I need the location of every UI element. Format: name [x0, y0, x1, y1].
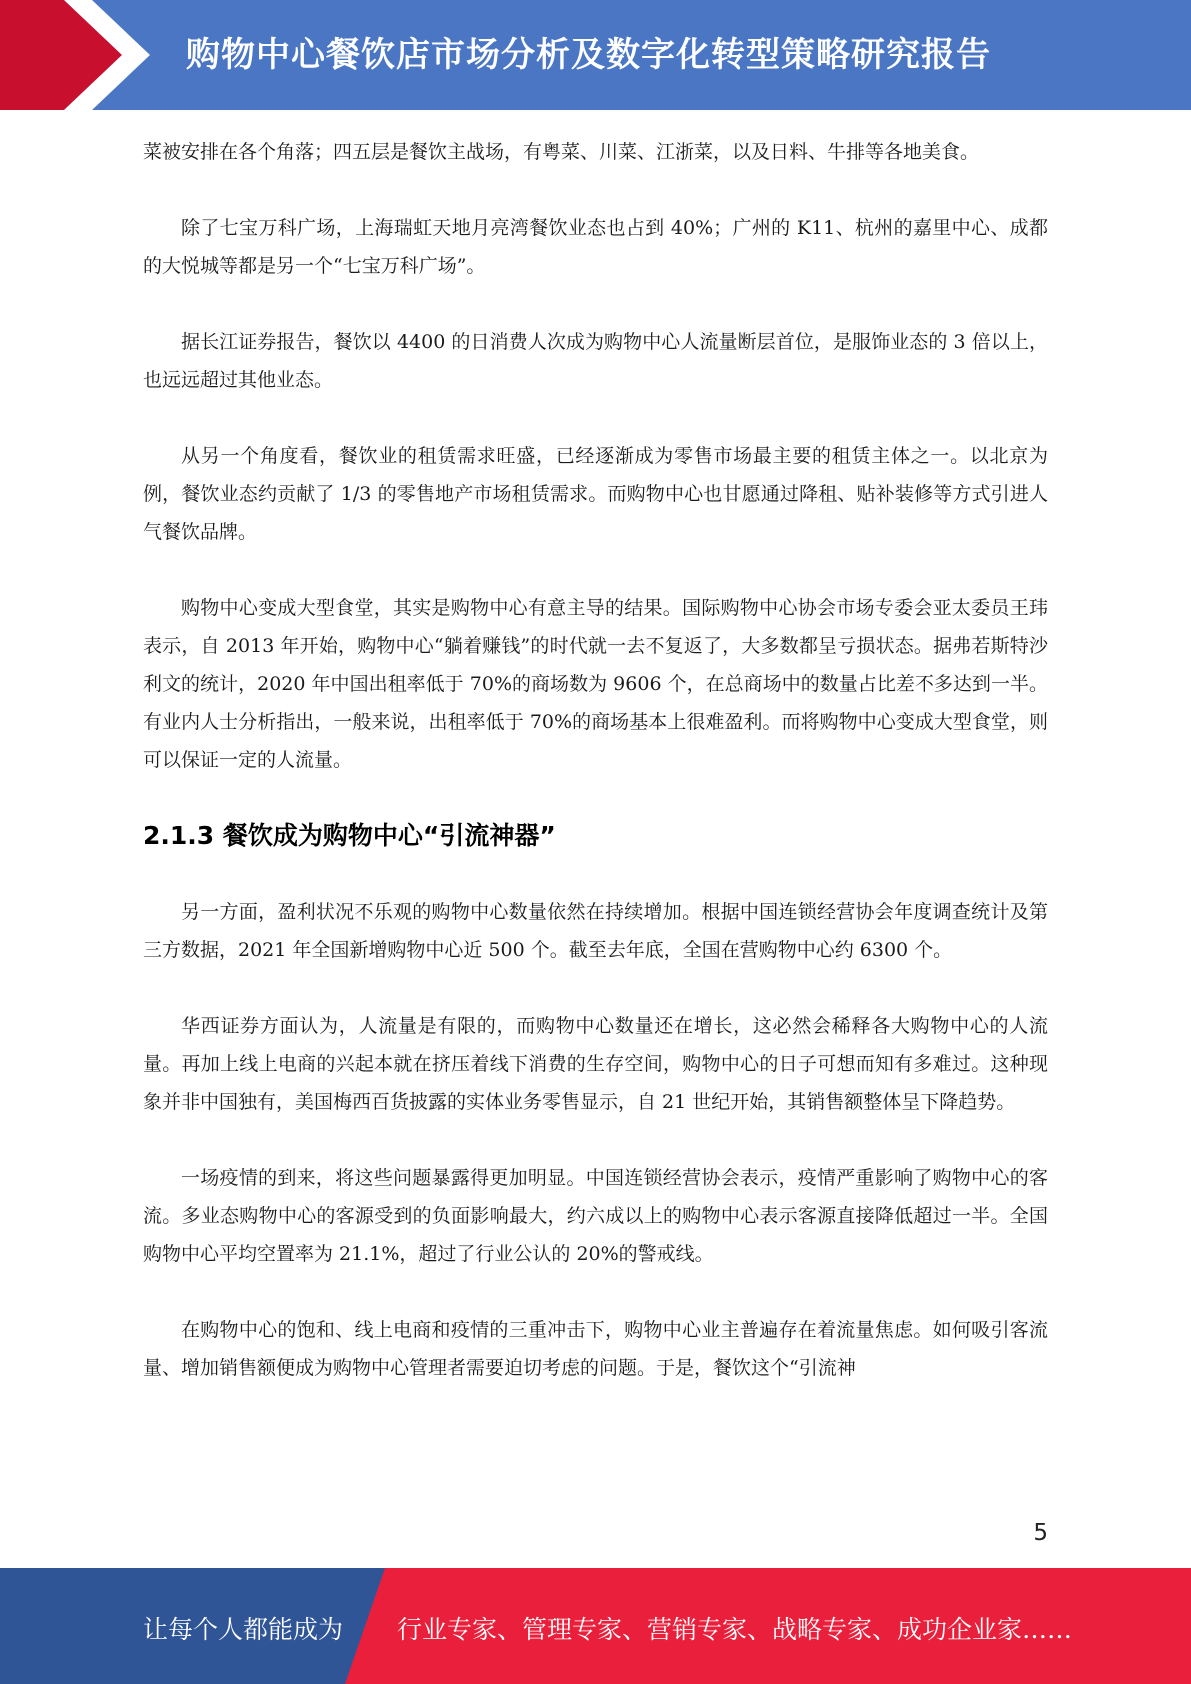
paragraph: 从另一个角度看，餐饮业的租赁需求旺盛，已经逐渐成为零售市场最主要的租赁主体之一。以北京为例，餐饮业态约贡献了 1/3 的零售地产市场租赁需求。而购物中心也甘愿通过降租、贴补装修等方式引进人气餐饮品牌。 [143, 445, 1048, 543]
section-heading: 2.1.3 餐饮成为购物中心“引流神器” [143, 821, 556, 850]
footer-slogan-left: 让每个人都能成为 [143, 1615, 344, 1644]
page-footer [0, 1568, 1191, 1684]
paragraph: 据长江证券报告，餐饮以 4400 的日消费人次成为购物中心人流量断层首位，是服饰业态的 3 倍以上，也远远超过其他业态。 [143, 331, 1048, 391]
page-header [0, 0, 1191, 110]
header-arrow-decoration [0, 0, 160, 110]
paragraph: 另一方面，盈利状况不乐观的购物中心数量依然在持续增加。根据中国连锁经营协会年度调查统计及第三方数据，2021 年全国新增购物中心近 500 个。截至去年底，全国在营购物中心约 6300 个。 [143, 901, 1048, 961]
document-body [143, 133, 1048, 1425]
page-number: 5 [1033, 1520, 1048, 1546]
paragraph: 菜被安排在各个角落；四五层是餐饮主战场，有粤菜、川菜、江浙菜，以及日料、牛排等各地美食。 [143, 141, 980, 163]
report-title: 购物中心餐饮店市场分析及数字化转型策略研究报告 [186, 35, 991, 75]
footer-slogan-right: 行业专家、管理专家、营销专家、战略专家、成功企业家…… [397, 1615, 1073, 1644]
paragraph: 在购物中心的饱和、线上电商和疫情的三重冲击下，购物中心业主普遍存在着流量焦虑。如何吸引客流量、增加销售额便成为购物中心管理者需要迫切考虑的问题。于是，餐饮这个“引流神 [143, 1319, 1048, 1379]
paragraph: 购物中心变成大型食堂，其实是购物中心有意主导的结果。国际购物中心协会市场专委会亚太委员王玮表示，自 2013 年开始，购物中心“躺着赚钱”的时代就一去不复返了，大多数都呈亏损状态。据弗若斯特沙利文的统计，2020 年中国出租率低于 70%的商场数为 9606 个，在总商场中的数量占比差不多达到一半。有业内人士分析指出，一般来说，出租率低于 70%的商场基本上很难盈利。而将购物中心变成大型食堂，则可以保证一定的人流量。 [143, 597, 1048, 771]
paragraph: 除了七宝万科广场，上海瑞虹天地月亮湾餐饮业态也占到 40%；广州的 K11、杭州的嘉里中心、成都的大悦城等都是另一个“七宝万科广场”。 [143, 217, 1048, 277]
paragraph: 一场疫情的到来，将这些问题暴露得更加明显。中国连锁经营协会表示，疫情严重影响了购物中心的客流。多业态购物中心的客源受到的负面影响最大，约六成以上的购物中心表示客源直接降低超过一半。全国购物中心平均空置率为 21.1%，超过了行业公认的 20%的警戒线。 [143, 1167, 1048, 1265]
paragraph: 华西证券方面认为，人流量是有限的，而购物中心数量还在增长，这必然会稀释各大购物中心的人流量。再加上线上电商的兴起本就在挤压着线下消费的生存空间，购物中心的日子可想而知有多难过。这种现象并非中国独有，美国梅西百货披露的实体业务零售显示，自 21 世纪开始，其销售额整体呈下降趋势。 [143, 1015, 1048, 1113]
